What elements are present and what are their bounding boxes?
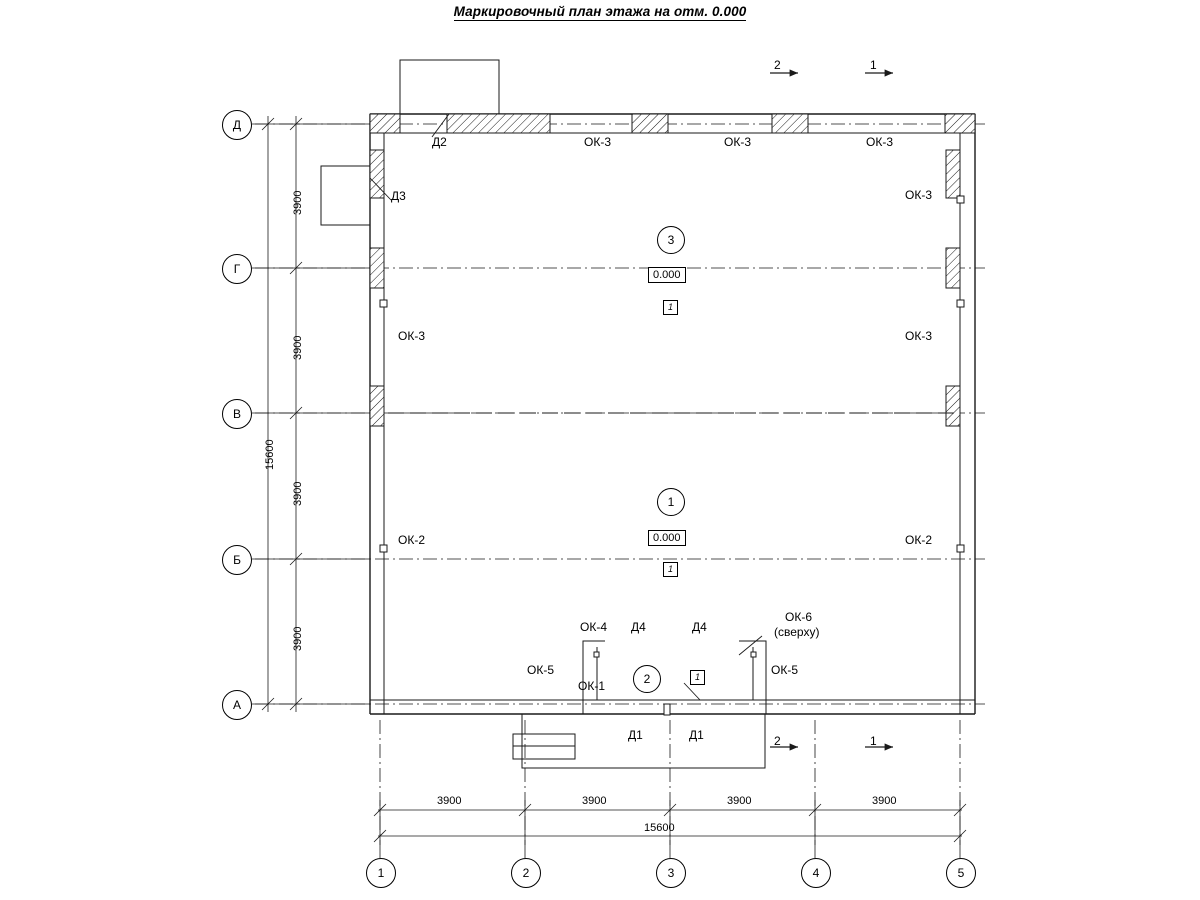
- label-ok6: ОК-6: [785, 610, 812, 624]
- zone-mark-1: 1: [657, 488, 685, 516]
- label-ok5-right: ОК-5: [771, 663, 798, 677]
- zone-mark-3: 3: [657, 226, 685, 254]
- label-d2: Д2: [432, 135, 447, 149]
- dim-vertical-seg-3: 3900: [292, 481, 304, 506]
- elevation-tag-upper: 0.000: [648, 267, 686, 283]
- label-ok3-top-2: ОК-3: [724, 135, 751, 149]
- section-mark-top-2: 2: [774, 58, 781, 72]
- axis-bubble-a: А: [222, 690, 252, 720]
- zone-mark-2: 2: [633, 665, 661, 693]
- page-title-text: Маркировочный план этажа на отм. 0.000: [453, 4, 747, 19]
- axis-bubble-g: Г: [222, 254, 252, 284]
- section-mark-bottom-1: 1: [870, 734, 877, 748]
- dim-vertical-seg-1: 3900: [292, 190, 304, 215]
- label-ok3-right-1: ОК-3: [905, 188, 932, 202]
- axis-bubble-2: 2: [511, 858, 541, 888]
- label-d3: Д3: [391, 189, 406, 203]
- section-mark-top-1: 1: [870, 58, 877, 72]
- axis-bubble-4: 4: [801, 858, 831, 888]
- dim-horizontal-total: 15600: [644, 822, 675, 834]
- dim-vertical-seg-4: 3900: [292, 626, 304, 651]
- elevation-tag-lower: 0.000: [648, 530, 686, 546]
- dim-horizontal-seg-3: 3900: [727, 795, 752, 807]
- label-d4-right: Д4: [692, 620, 707, 634]
- label-ok2-left: ОК-2: [398, 533, 425, 547]
- label-ok6-note: (сверху): [774, 625, 820, 639]
- slope-tag-upper: 1: [663, 300, 678, 315]
- dim-horizontal-seg-4: 3900: [872, 795, 897, 807]
- section-mark-bottom-2: 2: [774, 734, 781, 748]
- dim-vertical-seg-2: 3900: [292, 335, 304, 360]
- slope-tag-lower: 1: [663, 562, 678, 577]
- label-ok2-right: ОК-2: [905, 533, 932, 547]
- label-ok1: ОК-1: [578, 679, 605, 693]
- label-d4-left: Д4: [631, 620, 646, 634]
- label-d1-left: Д1: [628, 728, 643, 742]
- label-ok3-top-3: ОК-3: [866, 135, 893, 149]
- axis-bubble-v: В: [222, 399, 252, 429]
- axis-bubble-5: 5: [946, 858, 976, 888]
- label-ok3-left-1: ОК-3: [398, 329, 425, 343]
- axis-bubble-3: 3: [656, 858, 686, 888]
- label-ok3-right-2: ОК-3: [905, 329, 932, 343]
- dim-vertical-total: 15600: [264, 439, 276, 470]
- dim-horizontal-seg-2: 3900: [582, 795, 607, 807]
- dim-horizontal-seg-1: 3900: [437, 795, 462, 807]
- label-ok4: ОК-4: [580, 620, 607, 634]
- axis-bubble-d: Д: [222, 110, 252, 140]
- slope-tag-annex: 1: [690, 670, 705, 685]
- label-ok5-left: ОК-5: [527, 663, 554, 677]
- label-d1-right: Д1: [689, 728, 704, 742]
- axis-bubble-1: 1: [366, 858, 396, 888]
- label-ok3-top-1: ОК-3: [584, 135, 611, 149]
- axis-bubble-b: Б: [222, 545, 252, 575]
